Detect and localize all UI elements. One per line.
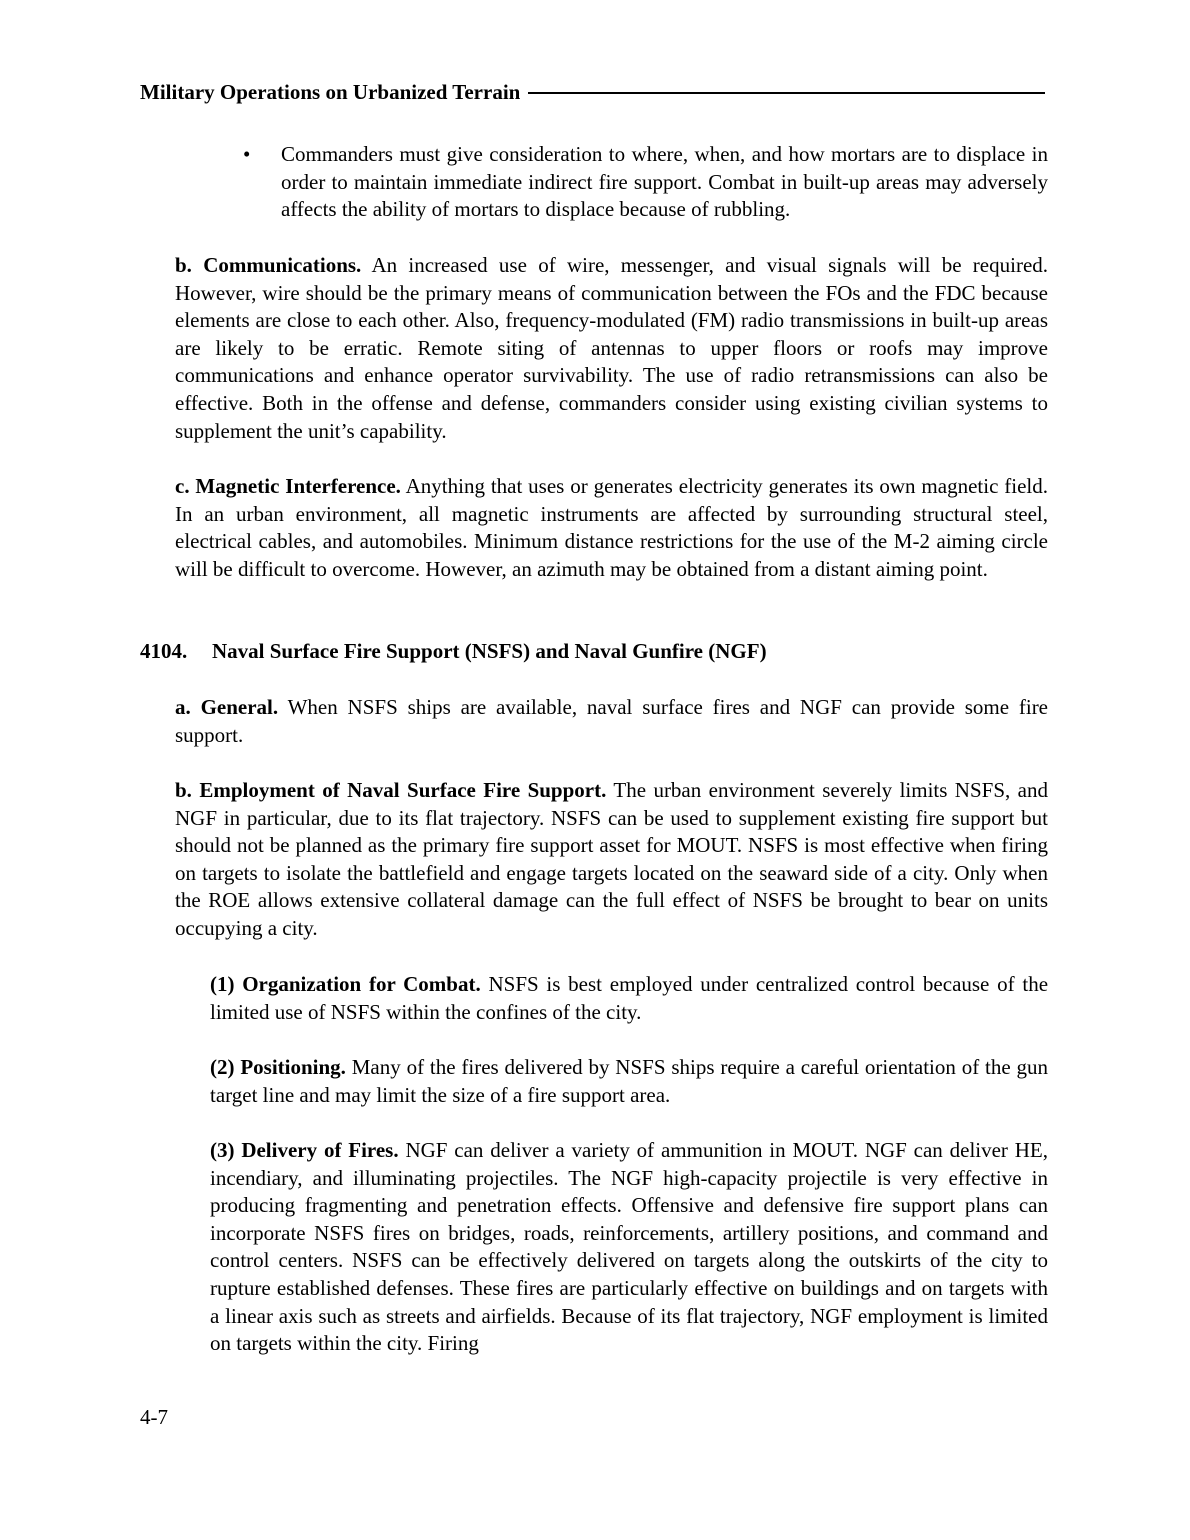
bullet-text: Commanders must give consideration to where, when, and how mortars are to displace in order to maintain immediate indirect fire support. Combat in built-up areas may adversely affects the ability of mortars to displace because of rubbling. xyxy=(281,142,1048,222)
paragraph-positioning xyxy=(210,1054,1048,1109)
organization-text: NSFS is best employed under centralized control because of the limited use of NSFS within the confines of the city. xyxy=(210,972,1049,1024)
paragraph-organization xyxy=(210,971,1048,1026)
magnetic-text: Anything that uses or generates electricity generates its own magnetic field. In an urban environment, all magnetic instruments are affected by surrounding structural steel, electrical cables, and automobiles. Minimum distance restrictions for the use of the M-2 aiming circle will be difficult to overcome. However, an azimuth may be obtained from a distant aiming point. xyxy=(175,474,1048,581)
header-rule xyxy=(528,92,1045,94)
employment-text: The urban environment severely limits NSFS, and NGF in particular, due to its flat trajectory. NSFS can be used to supplement existing fire support but should not be planned as the primary fire support asset for MOUT. NSFS is most effective when firing on targets to isolate the battlefield and engage targets located on the seaward side of a city. Only when the ROE allows extensive collateral damage can the full effect of NSFS be brought to bear on units occupying a city. xyxy=(175,778,1048,940)
general-label: a. General. xyxy=(175,695,279,719)
paragraph-employment xyxy=(175,777,1048,943)
paragraph-general xyxy=(175,694,1048,749)
positioning-label: (2) Positioning. xyxy=(210,1055,346,1079)
paragraph-communications xyxy=(175,252,1048,445)
section-heading xyxy=(140,638,767,666)
page-number: 4-7 xyxy=(140,1405,168,1429)
header-title: Military Operations on Urbanized Terrain xyxy=(140,79,521,104)
communications-label: b. Communications. xyxy=(175,253,362,277)
section-title: Naval Surface Fire Support (NSFS) and Naval Gunfire (NGF) xyxy=(212,639,767,663)
paragraph-magnetic-interference xyxy=(175,473,1048,583)
running-header xyxy=(140,78,1045,106)
communications-text: An increased use of wire, messenger, and visual signals will be required. However, wire should be the primary means of communication between the FOs and the FDC because elements are close to each other. Also, frequency-modulated (FM) radio transmissions in built-up areas are likely to be erratic. Remote siting of antennas to upper floors or roofs may improve communications and enhance operator survivability. The use of radio retransmissions can also be effective. Both in the offense and defense, commanders consider using existing civilian systems to supplement the unit’s capability. xyxy=(175,253,1049,443)
employment-label: b. Employment of Naval Surface Fire Support. xyxy=(175,778,607,802)
delivery-text: NGF can deliver a variety of ammunition in MOUT. NGF can deliver HE, incendiary, and illuminating projectiles. The NGF high-capacity projectile is very effective in producing fragmenting and penetration effects. Offensive and defensive fire support plans can incorporate NSFS fires on bridges, roads, reinforcements, artillery positions, and command and control centers. NSFS can be effectively delivered on targets along the outskirts of the city to rupture established defenses. These fires are particularly effective on buildings and on targets with a linear axis such as streets and airfields. Because of its flat trajectory, NGF employment is limited on targets within the city. Firing xyxy=(210,1138,1048,1356)
paragraph-delivery xyxy=(210,1137,1048,1358)
delivery-label: (3) Delivery of Fires. xyxy=(210,1138,399,1162)
general-text: When NSFS ships are available, naval surface fires and NGF can provide some fire support. xyxy=(175,695,1049,747)
bullet-dot-icon: • xyxy=(243,142,251,166)
section-number: 4104. xyxy=(140,639,188,663)
organization-label: (1) Organization for Combat. xyxy=(210,972,481,996)
magnetic-label: c. Magnetic Interference. xyxy=(175,474,401,498)
positioning-text: Many of the fires delivered by NSFS ships require a careful orientation of the gun target line and may limit the size of a fire support area. xyxy=(210,1055,1048,1107)
